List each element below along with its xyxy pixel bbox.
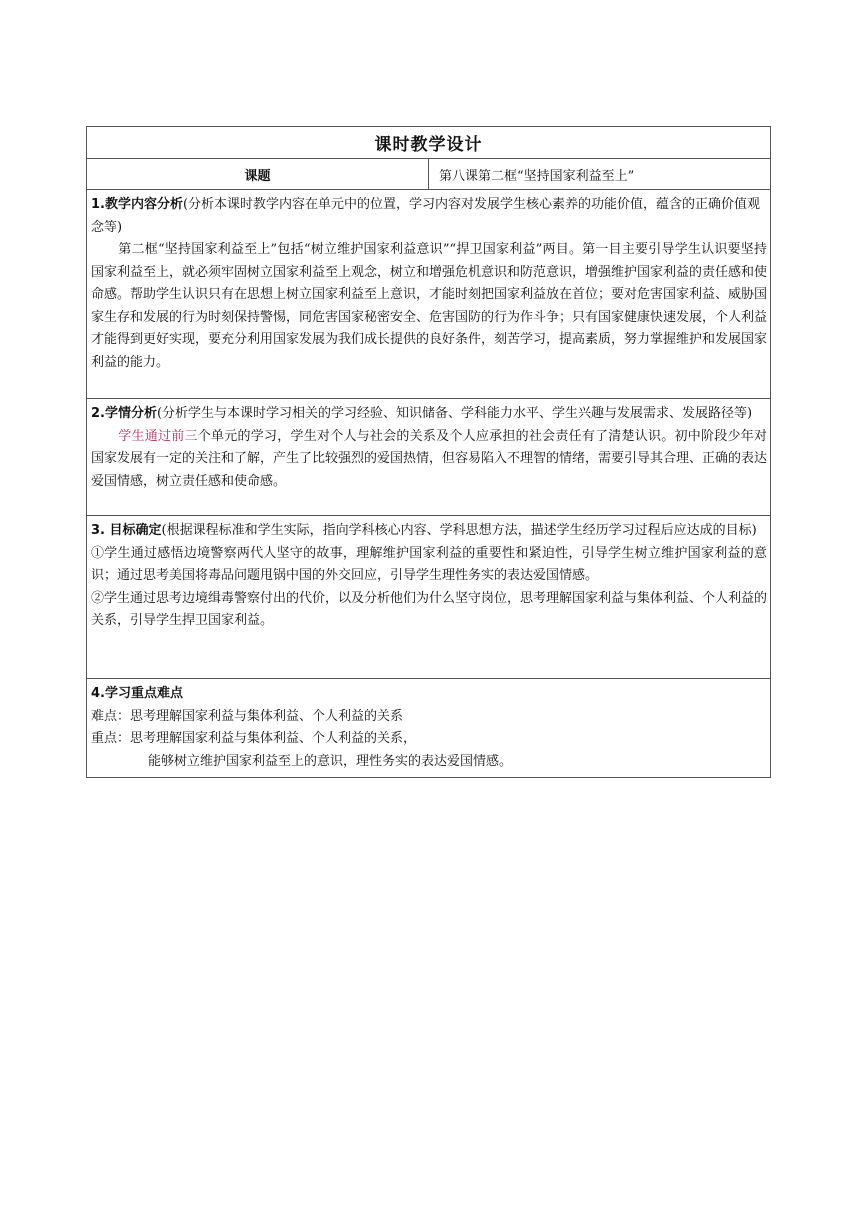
- lesson-design-table: [86, 126, 771, 778]
- content-analysis-body: 第二框“坚持国家利益至上”包括“树立维护国家利益意识”“捍卫国家利益”两目。第一目主要引导学生认识要坚持国家利益至上，就必须牢固树立国家利益至上观念，树立和增强危机意识和防范意识，增强维护国家利益的责任感和使命感。帮助学生认识只有在思想上树立国家利益至上意识，才能时刻把国家利益放在首位；要对危害国家利益、威胁国家生存和发展的行为时刻保持警惕，同危害国家秘密安全、危害国防的行为作斗争；只有国家健康快速发展，个人利益才能得到更好实现，要充分利用国家发展为我们成长提供的良好条件，刻苦学习，提高素质，努力掌握维护和发展国家利益的能力。: [91, 242, 768, 370]
- goal-item-1: ①学生通过感悟边境警察两代人坚守的故事，理解维护国家利益的重要性和紧迫性，引导学生树立维护国家利益的意识；通过思考美国将毒品问题甩锅中国的外交回应，引导学生理性务实的表达爱国情感。: [91, 545, 767, 583]
- goals-section: [87, 516, 771, 679]
- learner-analysis-text: 个单元的学习，学生对个人与社会的关系及个人应承担的社会责任有了清楚认识。初中阶段少年对国家发展有一定的关注和了解，产生了比较强烈的爱国热情，但容易陷入不理智的情绪，需要引导其合理、正确的表达爱国情感，树立责任感和使命感。: [91, 428, 768, 489]
- key-points-header: [91, 683, 767, 706]
- topic-label: 课题: [87, 159, 429, 190]
- learner-analysis-description: (分析学生与本课时学习相关的学习经验、知识储备、学科能力水平、学生兴趣与发展需求、发展路径等): [156, 406, 753, 421]
- content-analysis-heading: 1.教学内容分析: [91, 197, 183, 212]
- key-point-continuation: 能够树立维护国家利益至上的意识，理性务实的表达爱国情感。: [148, 753, 513, 769]
- learner-analysis-header: [91, 403, 767, 426]
- topic-value: 第八课第二框“坚持国家利益至上”: [429, 159, 771, 190]
- key-points-section: [87, 679, 771, 778]
- content-analysis-header: [91, 194, 767, 239]
- key-points-heading: 4.学习重点难点: [91, 686, 183, 701]
- goals-description: (根据课程标准和学生实际，指向学科核心内容、学科思想方法，描述学生经历学习过程后应达成的目标): [161, 523, 757, 538]
- learner-analysis-body: [91, 426, 767, 494]
- goal-item-2: ②学生通过思考边境缉毒警察付出的代价，以及分析他们为什么坚守岗位，思考理解国家利益与集体利益、个人利益的关系，引导学生捍卫国家利益。: [91, 590, 768, 628]
- goals-header: [91, 520, 767, 543]
- learner-analysis-section: [87, 399, 771, 516]
- learner-analysis-highlight: 学生通过前三: [118, 428, 198, 444]
- key-point-line: 重点：思考理解国家利益与集体利益、个人利益的关系，: [91, 731, 417, 746]
- page-title: 课时教学设计: [87, 127, 771, 159]
- content-analysis-description: (分析本课时教学内容在单元中的位置，学习内容对发展学生核心素养的功能价值，蕴含的正确价值观念等): [91, 197, 761, 235]
- difficulty-line: 难点：思考理解国家利益与集体利益、个人利益的关系: [91, 708, 404, 724]
- content-analysis-section: [87, 190, 771, 399]
- learner-analysis-heading: 2.学情分析: [91, 406, 157, 421]
- goals-heading: 3. 目标确定: [91, 523, 162, 538]
